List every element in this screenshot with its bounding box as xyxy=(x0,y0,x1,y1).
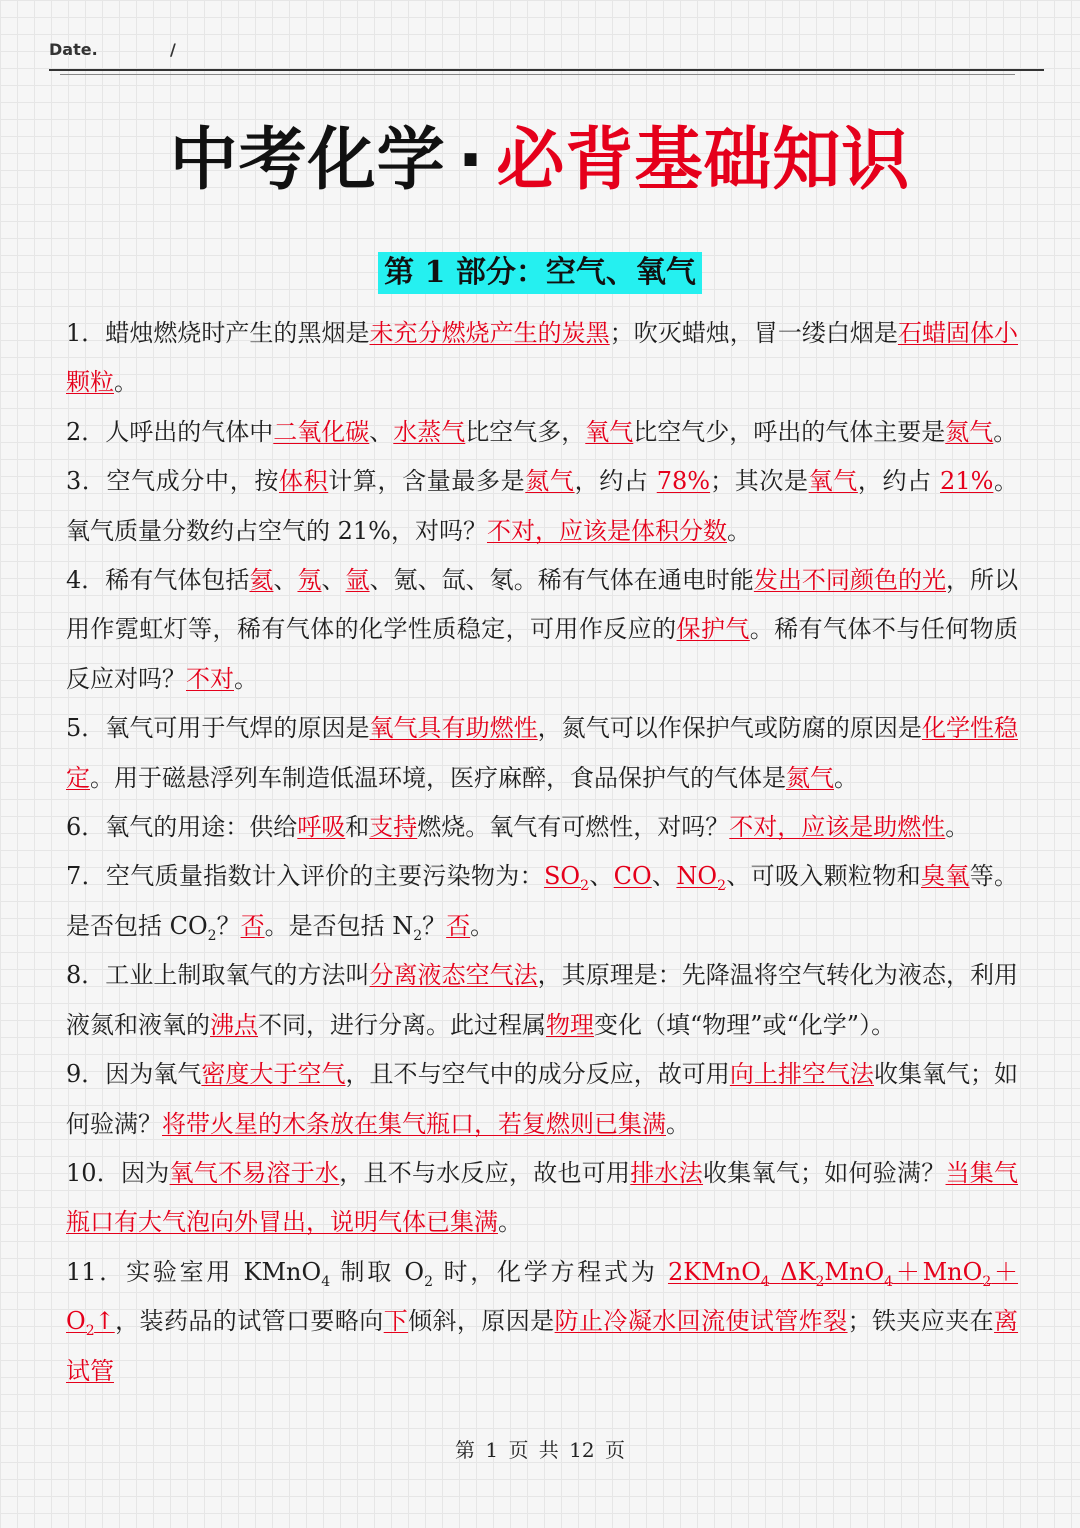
title-black: 中考化学 xyxy=(169,121,446,200)
item-8: 8．工业上制取氧气的方法叫分离液态空气法，其原理是：先降温将空气转化为液态，利用液氮和液氧的沸点不同，进行分离。此过程属物理变化（填“物理”或“化学”）。 xyxy=(66,961,1019,1039)
item-3: 3．空气成分中，按体积计算，含量最多是氮气，约占 78%；其次是氧气，约占 21%。氧气质量分数约占空气的 21%，对吗？不对，应该是体积分数。 xyxy=(66,467,1019,545)
item-11: 11．实验室用 KMnO$_4$ 制取 $O_2$ 时，化学方程式为 2KMnO$_4$ $\Delta K_2MnO_4+MnO_2+O_2↑$，装药品的试管口要略向下倾斜，原因是防止冷凝水回流使试管炸裂；铁夹应夹在离试管 xyxy=(66,1257,1019,1385)
page-footer: 第 1 页 共 12 页 xyxy=(455,1438,625,1462)
header-rule-thin xyxy=(60,74,1015,75)
item-1: 1．蜡烛燃烧时产生的黑烟是未充分燃烧产生的炭黑；吹灭蜡烛，冒一缕白烟是石蜡固体小颗粒。 xyxy=(66,319,1019,397)
section-heading: 第 1 部分：空气、氧气 xyxy=(378,252,702,294)
item-2: 2．人呼出的气体中二氧化碳、水蒸气比空气多，氧气比空气少，呼出的气体主要是氮气。 xyxy=(66,417,1018,446)
item-6: 6．氧气的用途：供给呼吸和支持燃烧。氧气有可燃性，对吗？不对，应该是助燃性。 xyxy=(66,813,970,842)
header-rule xyxy=(49,69,1044,71)
item-9: 9．因为氧气密度大于空气，且不与空气中的成分反应，故可用向上排空气法收集氧气；如何验满？将带火星的木条放在集气瓶口，若复燃则已集满。 xyxy=(66,1060,1019,1138)
item-4: 4．稀有气体包括氦、氖、氩、氪、氙、氡。稀有气体在通电时能发出不同颜色的光，所以用作霓虹灯等，稀有气体的化学性质稳定，可用作反应的保护气。稀有气体不与任何物质反应对吗？不对。 xyxy=(66,566,1019,693)
item-5: 5．氧气可用于气焊的原因是氧气具有助燃性，氮气可以作保护气或防腐的原因是化学性稳定。用于磁悬浮列车制造低温环境，医疗麻醉，食品保护气的气体是氮气。 xyxy=(66,714,1019,792)
page-title xyxy=(0,106,1080,203)
item-10: 10．因为氧气不易溶于水，且不与水反应，故也可用排水法收集氧气；如何验满？当集气瓶口有大气泡向外冒出，说明气体已集满。 xyxy=(66,1158,1019,1237)
title-red: 必背基础知识 xyxy=(496,121,911,200)
chemical-equation: 2KMnO$_4$ $\Delta K_2MnO_4+MnO_2+O_2↑$ xyxy=(66,1257,1019,1339)
content-body xyxy=(66,309,1018,1396)
date-slash: / xyxy=(170,40,176,59)
item-7: 7．空气质量指数计入评价的主要污染物为：$SO_2$、CO、$NO_2$、可吸入颗粒物和臭氧等。是否包括 $CO_2$？否。是否包括 $N_2$？否。 xyxy=(66,862,1019,944)
date-label: Date. / xyxy=(49,40,176,59)
title-dot: · xyxy=(457,121,485,200)
